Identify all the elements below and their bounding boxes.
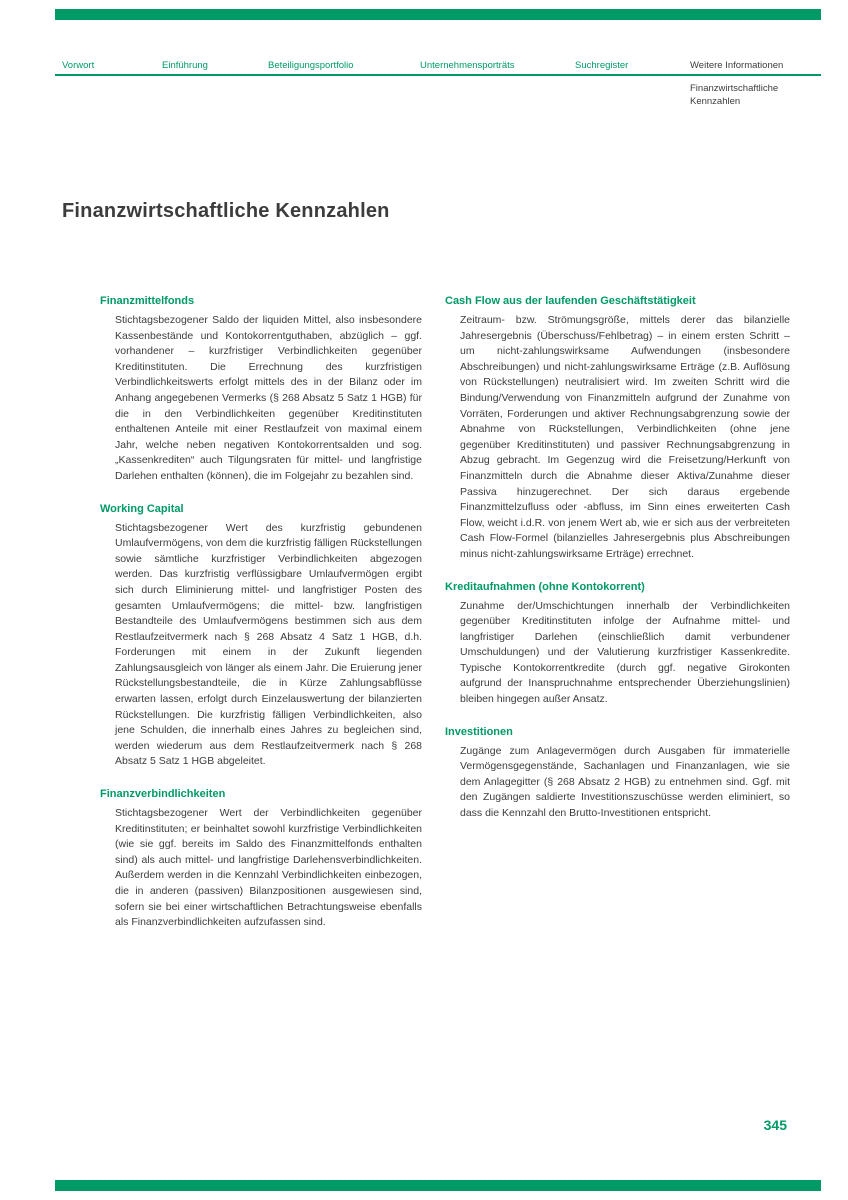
- entry-body: Zeitraum- bzw. Strömungsgröße, mittels derer das bilanzielle Jahresergebnis (Überschuss/Fehlbetrag) – in einem ersten Schritt – um nicht-zahlungswirksame Aufwendungen (insbesondere Abschreibungen) und nicht-zahlungswirksame Erträge (z.B. Auflösung von Rückstellungen) neutralisiert wird. Im zweiten Schritt wird die Bindung/Verwendung von Finanzmitteln aufgrund der Zunahme von Vorräten, Forderungen und aktiver Rechnungsabgrenzung sowie der Abnahme von Rückstellungen, Verbindlichkeiten (ohne jene gegenüber Kreditinstituten) und passiver Rechnungsabgrenzung in Abzug gebracht. Im Gegenzug wird die Freisetzung/Herkunft von Finanzmitteln durch die Abnahme dieser Aktiva/Zunahme dieser Passiva hinzugerechnet. Der sich daraus ergebende Finanzmittelzufluss oder -abfluss, im Sinn eines erweiterten Cash Flow, weicht i.d.R. von jenem Wert ab, wie er sich aus der verbreiteten Cash Flow-Formel (bilanzielles Jahresergebnis plus Abschreibungen minus nicht-zahlungswirksame Erträge) errechnet.: [460, 314, 790, 560]
- bottom-accent-bar: [55, 1180, 821, 1191]
- glossary-content: [100, 294, 790, 948]
- nav-item-weitere-informationen[interactable]: Weitere Informationen: [690, 60, 784, 71]
- nav-item-einfuehrung[interactable]: Einführung: [162, 60, 208, 71]
- entry-heading: Finanzverbindlichkeiten: [100, 788, 226, 801]
- entry-heading: Cash Flow aus der laufenden Geschäftstätigkeit: [445, 295, 696, 307]
- entry-body: Stichtagsbezogener Wert des kurzfristig gebundenen Umlaufvermögens, von dem die kurzfristig fälligen Rückstellungen sowie sämtliche kurzfristiger Verbindlichkeiten abgezogen werden. Das kurzfristig verflüssigbare Umlaufvermögen ergibt sich durch Eliminierung mittel- und langfristiger Posten des gesamten Umlaufvermögens; die mittel- bzw. langfristigen Bestandteile des Umlaufvermögens bestimmen sich aus dem Restlaufzeitvermerk nach § 268 Absatz 4 Satz 1 HGB, d.h. Forderungen mit einem in der Zukunft liegenden Zahlungsausgleich von länger als einem Jahr. Die Eruierung jener Rückstellungsbestandteile, die in Kürze Zahlungsabflüsse erwarten lassen, erfolgt durch Einzelauswertung der bilanzierten Rückstellungen. Die kurzfristig fälligen Verbindlichkeiten, also jene Schulden, die innerhalb eines Jahres zu begleichen sind, werden wiederum aus dem Restlaufzeitvermerk nach § 268 Absatz 5 Satz 1 HGB abgeleitet.: [115, 521, 422, 768]
- entry-cash-flow: [445, 294, 790, 563]
- entry-heading: Finanzmittelfonds: [100, 295, 195, 307]
- nav-item-beteiligungsportfolio[interactable]: Beteiligungsportfolio: [268, 60, 354, 71]
- entry-heading: Kreditaufnahmen (ohne Kontokorrent): [445, 580, 645, 593]
- nav-item-unternehmensportraets[interactable]: Unternehmensporträts: [420, 60, 515, 71]
- entry-kreditaufnahmen: [445, 580, 790, 708]
- current-section-label: Finanzwirtschaftliche Kennzahlen: [690, 83, 779, 107]
- nav-item-vorwort[interactable]: Vorwort: [62, 60, 95, 71]
- entry-investitionen: [445, 725, 790, 822]
- page-title: Finanzwirtschaftliche Kennzahlen: [62, 200, 390, 222]
- entry-body: Zugänge zum Anlagevermögen durch Ausgaben für immaterielle Vermögensgegenstände, Sachanlagen und Finanzanlagen, wie sie dem Anlagegitter (§ 268 Absatz 2 HGB) zu entnehmen sind. Ggf. mit den Zugängen saldierte Investitionszuschüsse werden eliminiert, so dass die Kennzahl den Brutto-Investitionen entspricht.: [460, 744, 790, 820]
- entry-heading: Investitionen: [445, 725, 513, 738]
- entry-body: Stichtagsbezogener Wert der Verbindlichkeiten gegenüber Kreditinstituten; er beinhaltet sowohl kurzfristige Verbindlichkeiten (wie sie ggf. bereits im Saldo des Finanzmittelfonds enthalten sind) als auch mittel- und langfristige Darlehensverbindlichkeiten. Außerdem werden in die Kennzahl Verbindlichkeiten einbezogen, die in anderen (passiven) Bilanzpositionen ausgewiesen sind, sofern sie bei einer wirtschaftlichen Betrachtungsweise ebenfalls als Finanzverbindlichkeiten aufzufassen sind.: [115, 807, 422, 929]
- entry-working-capital: [100, 502, 422, 771]
- page-number: 345: [763, 1117, 787, 1133]
- entry-body: Stichtagsbezogener Saldo der liquiden Mittel, also insbesondere Kassenbestände und Kontokorrentguthaben, abzüglich – ggf. vorhandener – kurzfristiger Verbindlichkeiten gegenüber Kreditinstituten. Die Errechnung des kurzfristigen Verbindlichkeitswerts erfolgt mittels des in der Bilanz oder im Anhang angegebenen Vermerks (§ 268 Absatz 5 Satz 1 HGB) für die in den Verbindlichkeiten gegenüber Kreditinstituten enthaltenen Anteile mit einer Restlaufzeit von maximal einem Jahr, welche neben negativen Kontokorrentsalden und sog. „Kassenkrediten“ auch Tilgungsraten für mittel- und langfristige Darlehen enthalten (können), die im Folgejahr zu bezahlen sind.: [115, 314, 422, 482]
- top-accent-bar: [55, 9, 821, 20]
- entry-heading: Working Capital: [100, 502, 184, 515]
- entry-finanzverbindlichkeiten: [100, 787, 422, 931]
- nav-item-suchregister[interactable]: Suchregister: [575, 60, 629, 71]
- entry-finanzmittelfonds: [100, 294, 422, 485]
- nav-divider-rule: [55, 74, 821, 76]
- entry-body: Zunahme der/Umschichtungen innerhalb der Verbindlichkeiten gegenüber Kreditinstituten infolge der Aufnahme mittel- und langfristiger Darlehen (einschließlich damit verbundener Umschuldungen) und der Valutierung kurzfristiger Kassenkredite. Typische Kontokorrentkredite (durch ggf. negative Girokonten aufgrund der Inanspruchnahme entsprechender Überziehungslinien) bleiben hingegen außer Ansatz.: [460, 599, 790, 706]
- right-column: [445, 294, 790, 948]
- left-column: [100, 294, 422, 948]
- nav-bar: [62, 60, 818, 72]
